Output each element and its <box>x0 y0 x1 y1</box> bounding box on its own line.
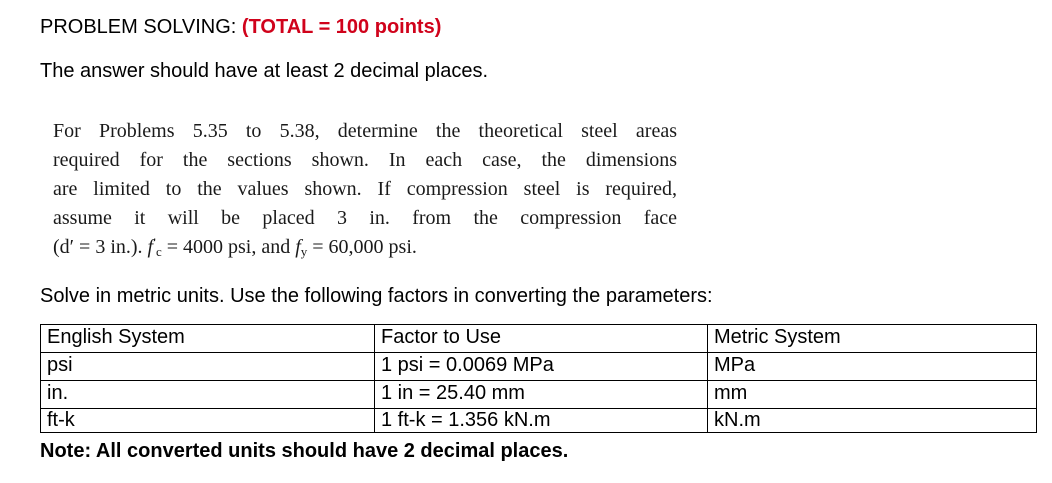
problem-line-2: required for the sections shown. In each case, the dimensions <box>53 149 677 171</box>
table-header-row <box>41 325 1037 353</box>
cell-metric: MPa <box>708 353 1037 381</box>
cell-metric: kN.m <box>708 409 1037 433</box>
cell-english: in. <box>41 381 375 409</box>
problem-line-4: assume it will be placed 3 in. from the compression face <box>53 207 677 229</box>
header-english-system: English System <box>41 325 375 353</box>
problem-line-1: For Problems 5.35 to 5.38, determine the theoretical steel areas <box>53 120 677 142</box>
solve-instruction: Solve in metric units. Use the following factors in converting the parameters: <box>40 285 713 307</box>
cell-factor: 1 psi = 0.0069 MPa <box>375 353 708 381</box>
cell-factor: 1 in = 25.40 mm <box>375 381 708 409</box>
cell-english: ft-k <box>41 409 375 433</box>
header-metric-system: Metric System <box>708 325 1037 353</box>
fc-prime: ′ <box>153 235 156 250</box>
conversion-table <box>40 324 1037 433</box>
table-row <box>41 353 1037 381</box>
d-prime-text: (d′ = 3 in.). <box>53 236 148 258</box>
cell-metric: mm <box>708 381 1037 409</box>
fc-subscript: c <box>155 244 162 259</box>
problem-heading <box>40 16 441 39</box>
table-row <box>41 409 1037 433</box>
cell-english: psi <box>41 353 375 381</box>
problem-line-5 <box>53 233 677 262</box>
note-text: Note: All converted units should have 2 decimal places. <box>40 440 569 462</box>
table-row <box>41 381 1037 409</box>
fc-symbol: f <box>147 236 154 258</box>
decimal-instruction: The answer should have at least 2 decimal places. <box>40 60 489 82</box>
fy-value: = 60,000 psi. <box>307 236 417 258</box>
fc-value: = 4000 psi, and <box>161 236 296 258</box>
problem-line-3: are limited to the values shown. If compression steel is required, <box>53 178 677 200</box>
total-points: (TOTAL = 100 points) <box>241 16 442 38</box>
heading-prefix: PROBLEM SOLVING: <box>40 16 242 38</box>
fy-subscript: y <box>300 244 308 259</box>
cell-factor: 1 ft-k = 1.356 kN.m <box>375 409 708 433</box>
problem-statement <box>53 117 677 262</box>
fy-symbol: f <box>295 236 301 258</box>
header-factor: Factor to Use <box>375 325 708 353</box>
